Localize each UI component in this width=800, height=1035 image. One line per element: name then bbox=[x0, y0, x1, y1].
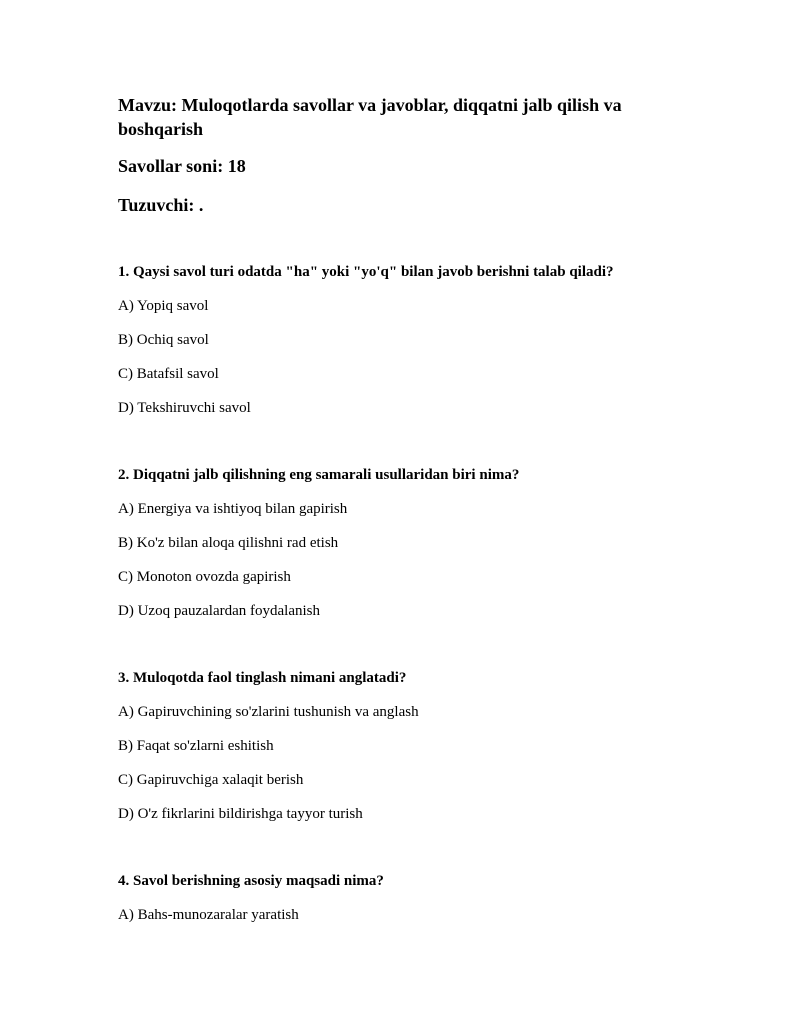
answer-option: C) Batafsil savol bbox=[118, 366, 219, 382]
author-line: Tuzuvchi: . bbox=[118, 195, 204, 215]
question-block bbox=[118, 668, 678, 838]
answer-option: C) Gapiruvchiga xalaqit berish bbox=[118, 772, 304, 788]
question-block bbox=[118, 262, 678, 432]
answer-option: B) Faqat so'zlarni eshitish bbox=[118, 738, 274, 754]
answer-option: C) Monoton ovozda gapirish bbox=[118, 569, 291, 585]
question-block bbox=[118, 871, 678, 939]
question-text: 4. Savol berishning asosiy maqsadi nima? bbox=[118, 873, 384, 889]
answer-option: D) Tekshiruvchi savol bbox=[118, 400, 251, 416]
answer-option: B) Ko'z bilan aloqa qilishni rad etish bbox=[118, 535, 339, 551]
answer-option: A) Yopiq savol bbox=[118, 298, 209, 314]
question-text: 2. Diqqatni jalb qilishning eng samarali usullaridan biri nima? bbox=[118, 467, 520, 483]
question-block bbox=[118, 465, 678, 635]
question-text: 3. Muloqotda faol tinglash nimani anglatadi? bbox=[118, 670, 407, 686]
answer-option: A) Bahs-munozaralar yaratish bbox=[118, 907, 299, 923]
answer-option: D) Uzoq pauzalardan foydalanish bbox=[118, 603, 321, 619]
document-title: Mavzu: Muloqotlarda savollar va javoblar, diqqatni jalb qilish va boshqarish bbox=[118, 95, 622, 139]
answer-option: B) Ochiq savol bbox=[118, 332, 209, 348]
answer-option: A) Gapiruvchining so'zlarini tushunish va anglash bbox=[118, 704, 419, 720]
answer-option: D) O'z fikrlarini bildirishga tayyor turish bbox=[118, 806, 363, 822]
answer-option: A) Energiya va ishtiyoq bilan gapirish bbox=[118, 501, 348, 517]
question-count: Savollar soni: 18 bbox=[118, 156, 246, 176]
question-text: 1. Qaysi savol turi odatda "ha" yoki "yo'q" bilan javob berishni talab qiladi? bbox=[118, 264, 614, 280]
